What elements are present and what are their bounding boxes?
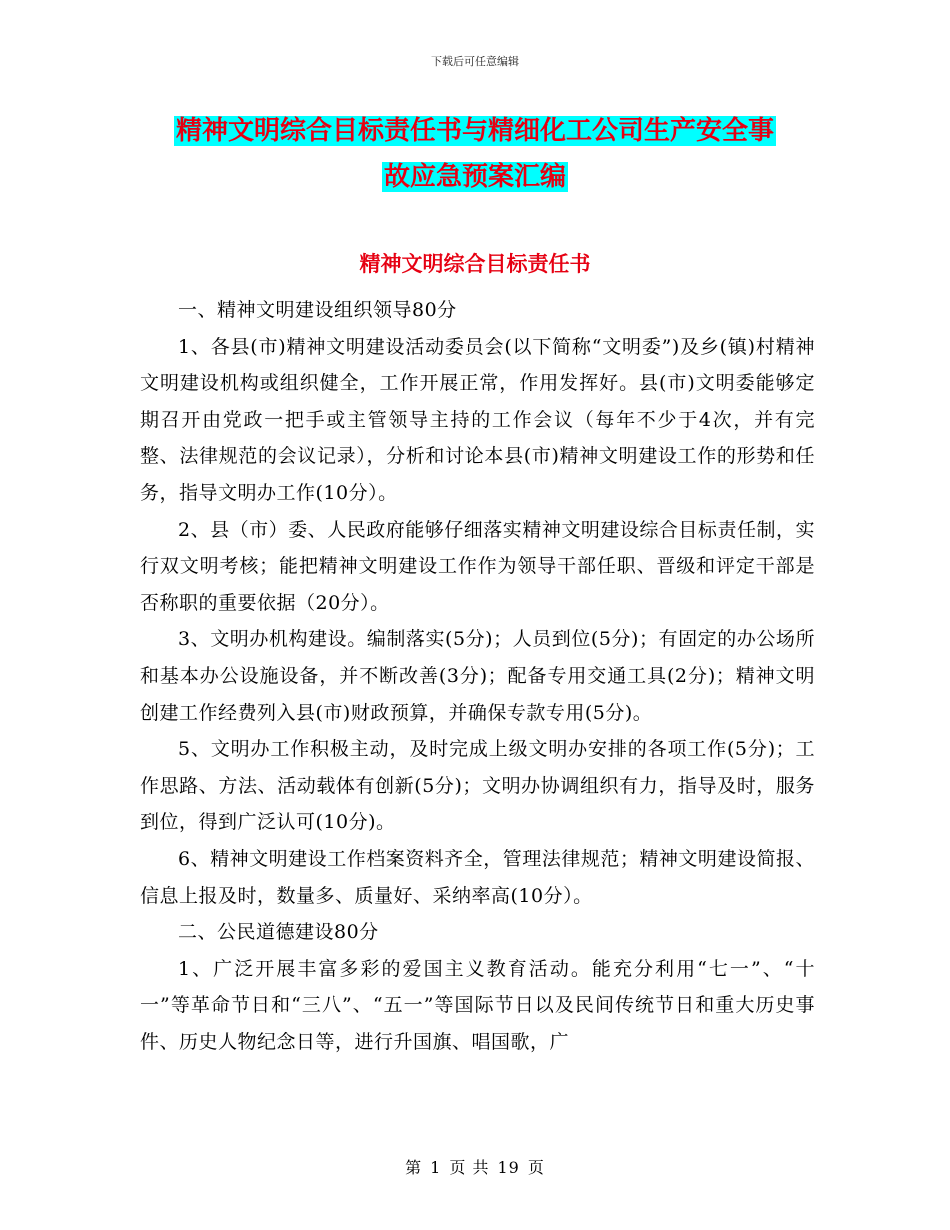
paragraph: 1、广泛开展丰富多彩的爱国主义教育活动。能充分利用“七一”、“十一”等革命节日和“三八”、“五一”等国际节日以及民间传统节日和重大历史事件、历史人物纪念日等，进行升国旗、唱国歌，广	[140, 957, 815, 1053]
body-text	[140, 292, 815, 1060]
document-title-line-1	[140, 108, 810, 154]
page-footer	[0, 1155, 950, 1178]
footer-suffix: 页	[527, 1158, 545, 1177]
document-title-line-2	[140, 154, 810, 200]
paragraph: 5、文明办工作积极主动，及时完成上级文明办安排的各项工作(5分)；工作思路、方法、活动载体有创新(5分)；文明办协调组织有力，指导及时，服务到位，得到广泛认可(10分)。	[140, 738, 815, 834]
footer-prefix: 第	[405, 1158, 423, 1177]
page-number: 1	[430, 1158, 442, 1177]
paragraph: 2、县（市）委、人民政府能够仔细落实精神文明建设综合目标责任制，实行双文明考核；能把精神文明建设工作作为领导干部任职、晋级和评定干部是否称职的重要依据（20分）。	[140, 518, 815, 614]
header-note: 下载后可任意编辑	[431, 55, 519, 68]
total-pages: 19	[497, 1158, 520, 1177]
title-line-2-text: 故应急预案汇编	[383, 162, 566, 192]
paragraph-heading-2: 二、公民道德建设80分	[178, 921, 379, 944]
paragraph-heading-1: 一、精神文明建设组织领导80分	[178, 299, 457, 321]
footer-middle: 页 共	[449, 1158, 490, 1177]
paragraph: 3、文明办机构建设。编制落实(5分)；人员到位(5分)；有固定的办公场所和基本办公设施设备，并不断改善(3分)；配备专用交通工具(2分)；精神文明创建工作经费列入县(市)财政预算，并确保专款专用(5分)。	[140, 628, 815, 724]
paragraph: 6、精神文明建设工作档案资料齐全，管理法律规范；精神文明建设简报、信息上报及时，数量多、质量好、采纳率高(10分）。	[140, 847, 815, 907]
paragraph: 1、各县(市)精神文明建设活动委员会(以下简称“文明委”)及乡(镇)村精神文明建设机构或组织健全，工作开展正常，作用发挥好。县(市)文明委能够定期召开由党政一把手或主管领导主持的工作会议（每年不少于4次，并有完整、法律规范的会议记录），分析和讨论本县(市)精神文明建设工作的形势和任务，指导文明办工作(10分）。	[140, 335, 815, 504]
document-title	[140, 108, 810, 200]
title-line-1-text: 精神文明综合目标责任书与精细化工公司生产安全事	[175, 116, 774, 146]
section-title: 精神文明综合目标责任书	[359, 251, 591, 276]
